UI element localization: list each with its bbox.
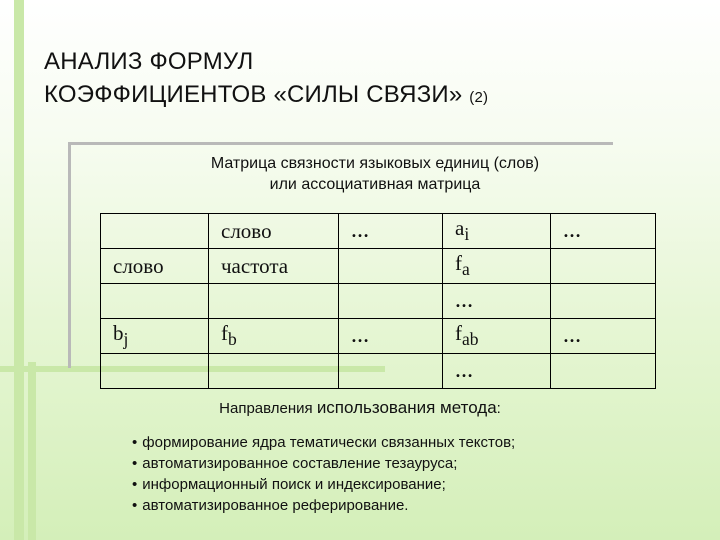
title-line-2-text: КОЭФФИЦИЕНТОВ «СИЛЫ СВЯЗИ» <box>44 81 463 108</box>
table-cell <box>209 354 339 389</box>
table-cell <box>551 354 656 389</box>
method-list <box>132 432 515 516</box>
caption-line-1: Матрица связности языковых единиц (слов) <box>210 155 540 172</box>
table-cell <box>101 319 209 354</box>
table-cell <box>339 284 443 319</box>
table-cell <box>101 214 209 249</box>
table-cell <box>101 354 209 389</box>
cell-main: a <box>455 216 465 241</box>
usage-heading <box>0 398 720 418</box>
cell-subscript: i <box>464 224 470 245</box>
table-cell: … <box>443 284 551 319</box>
list-item: • информационный поиск и индексирование; <box>132 474 515 495</box>
table-cell <box>339 354 443 389</box>
title-line-2 <box>44 78 684 114</box>
table-cell <box>101 284 209 319</box>
table-row <box>101 284 656 319</box>
table-cell <box>339 249 443 284</box>
table-cell: … <box>443 354 551 389</box>
list-item: • автоматизированное составление тезауруса; <box>132 453 515 474</box>
table-cell: частота <box>209 249 339 284</box>
caption-line-2: или ассоциативная матрица <box>269 176 481 193</box>
decor-bar-left <box>14 0 24 540</box>
table-row <box>101 354 656 389</box>
cell-main: f <box>455 251 462 276</box>
matrix-caption <box>100 153 650 195</box>
association-matrix <box>100 213 656 389</box>
table-cell <box>551 249 656 284</box>
table-row <box>101 214 656 249</box>
table-cell: … <box>339 214 443 249</box>
list-item: • формирование ядра тематически связанных текстов; <box>132 432 515 453</box>
table-cell: … <box>339 319 443 354</box>
table-cell <box>209 319 339 354</box>
table-row <box>101 249 656 284</box>
title-suffix: (2) <box>469 89 489 106</box>
cell-subscript: a <box>462 259 470 280</box>
cell-main: b <box>113 321 124 346</box>
table-cell <box>209 284 339 319</box>
table-cell: слово <box>209 214 339 249</box>
cell-subscript: ab <box>462 329 479 350</box>
cell-main: f <box>455 321 462 346</box>
usage-part-2: использования метода <box>316 398 497 417</box>
table-cell <box>443 249 551 284</box>
table-cell: … <box>551 214 656 249</box>
decor-bar-left-inner <box>28 362 36 540</box>
cell-main: f <box>221 321 228 346</box>
panel-border-top <box>68 142 613 145</box>
usage-part-1: Направления <box>219 400 317 417</box>
usage-part-3: : <box>496 400 501 417</box>
panel-border-left <box>68 142 71 368</box>
table-cell <box>443 319 551 354</box>
list-item: • автоматизированное реферирование. <box>132 495 515 516</box>
cell-subscript: j <box>123 329 129 350</box>
table-cell: слово <box>101 249 209 284</box>
slide-title <box>44 45 684 114</box>
title-line-1: АНАЛИЗ ФОРМУЛ <box>44 48 254 75</box>
cell-subscript: b <box>228 329 237 350</box>
table-row <box>101 319 656 354</box>
table-cell <box>551 284 656 319</box>
table-cell: … <box>551 319 656 354</box>
table-cell <box>443 214 551 249</box>
